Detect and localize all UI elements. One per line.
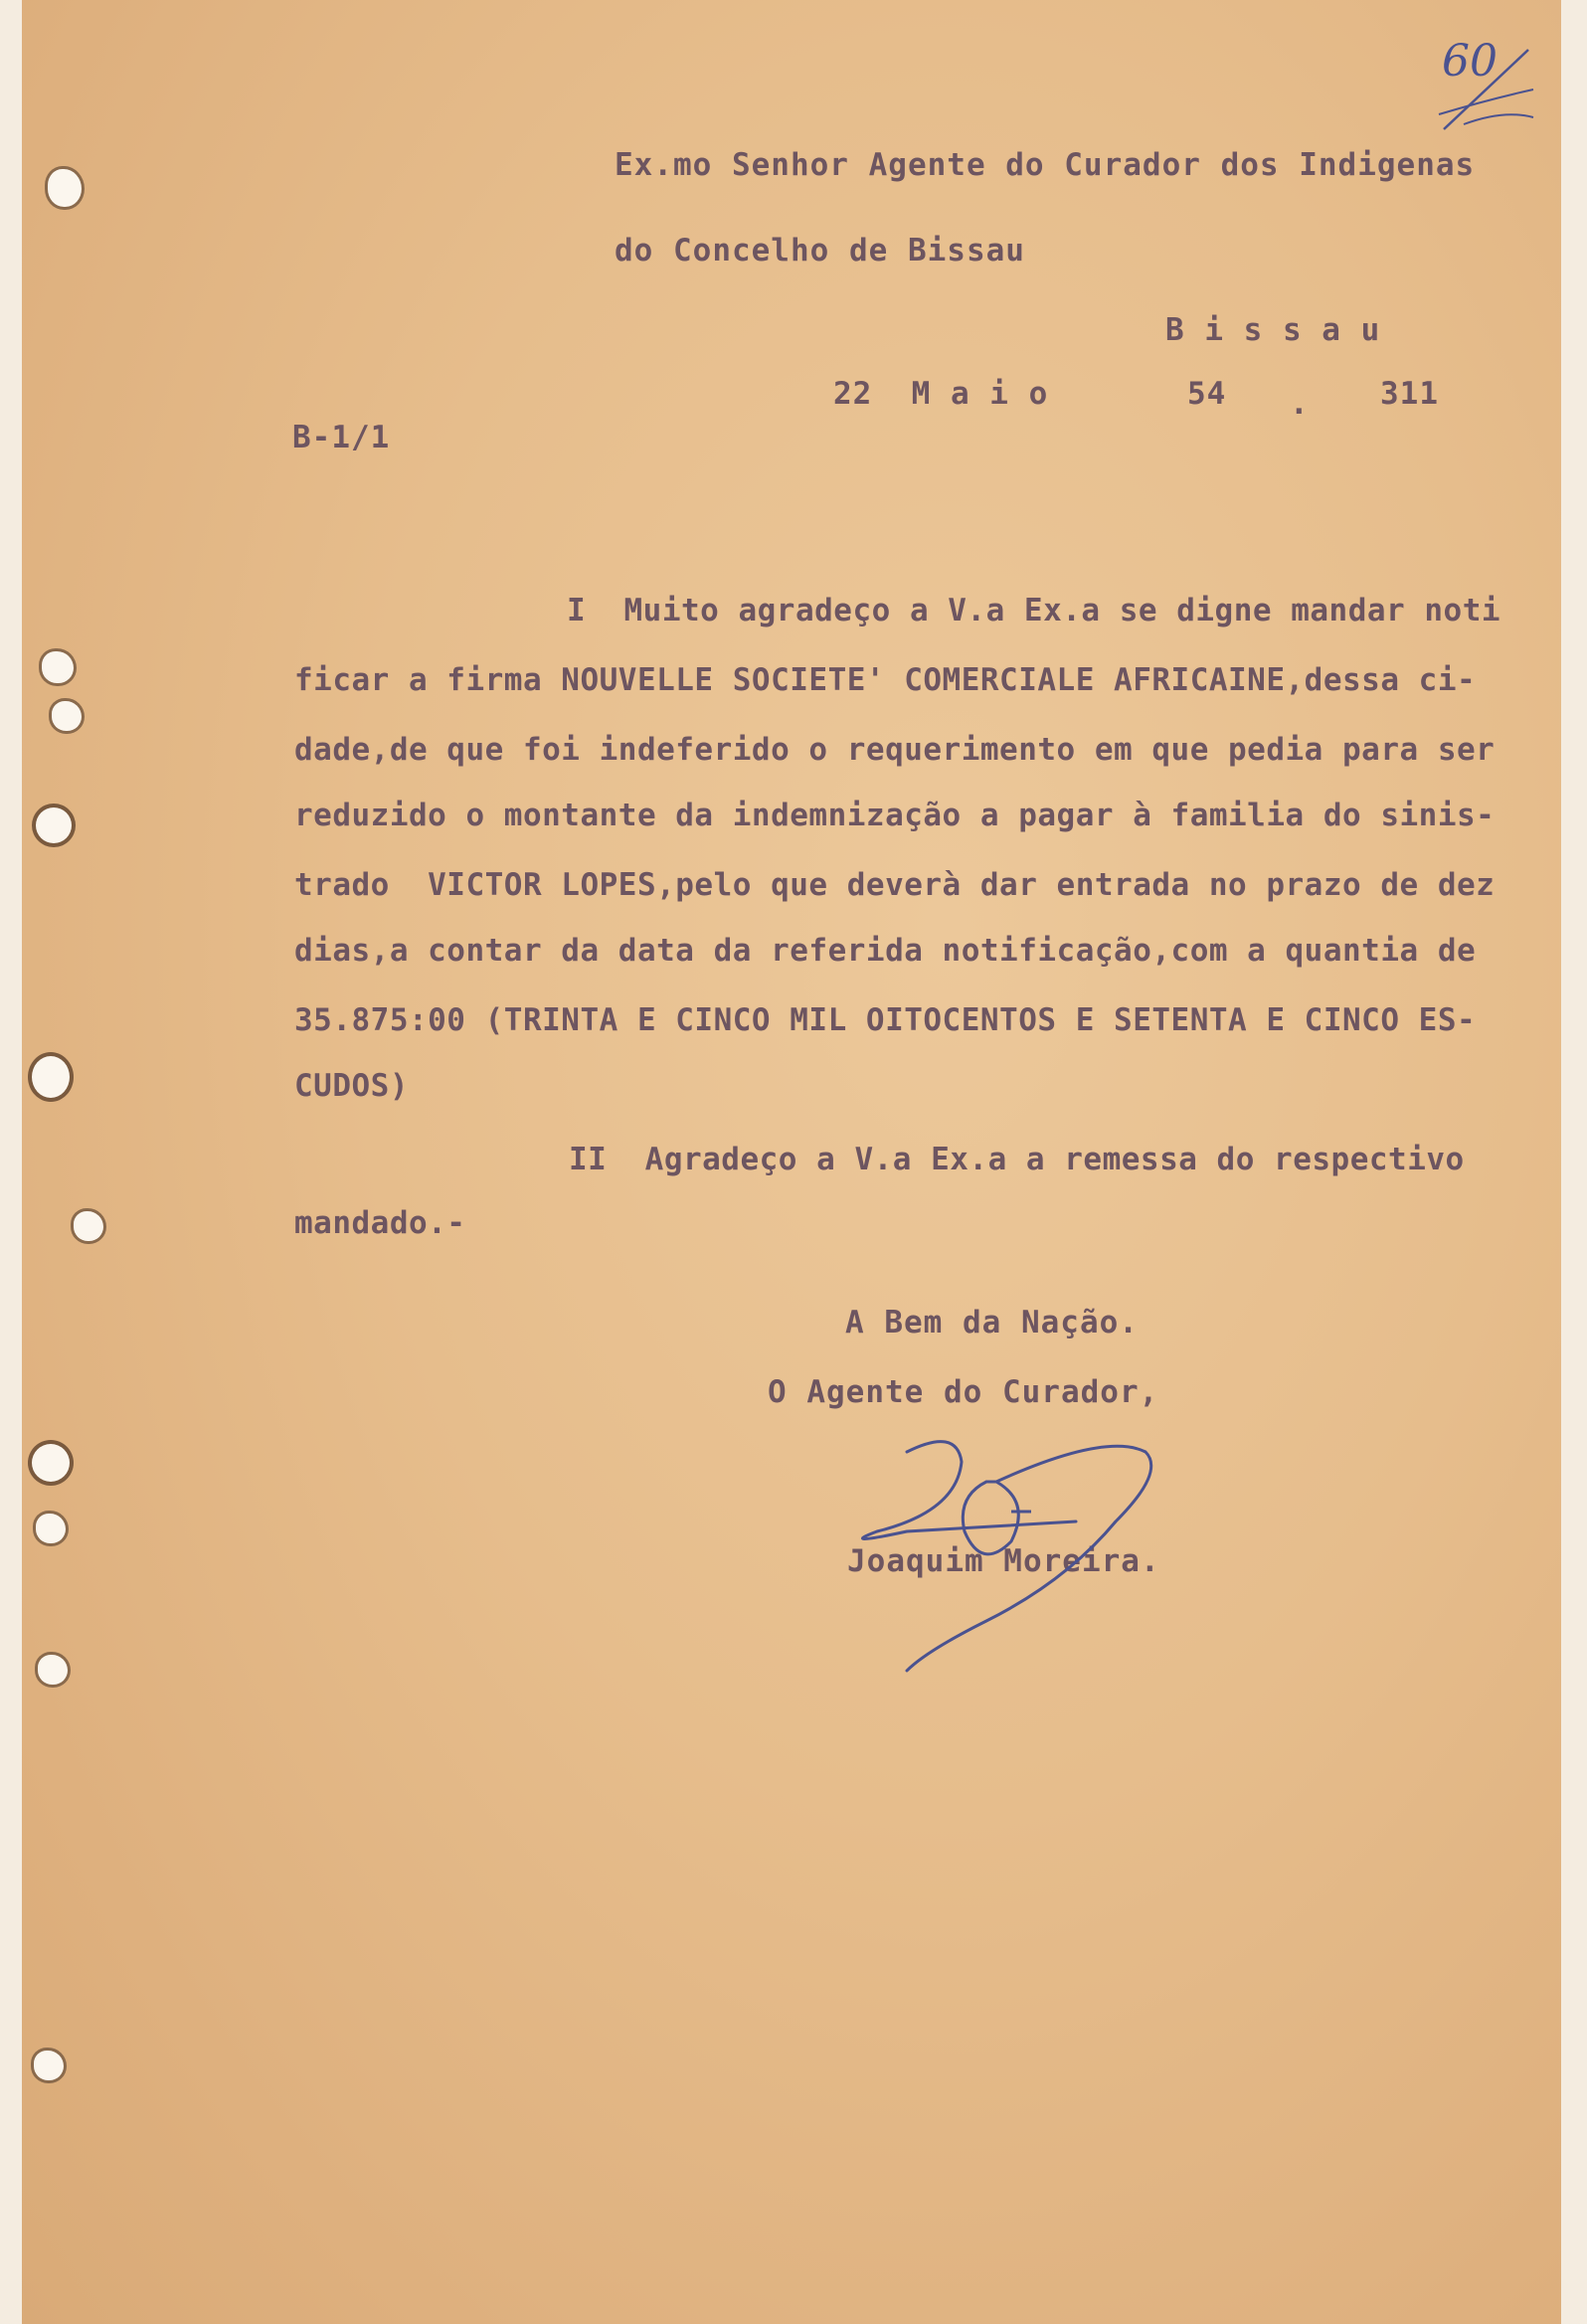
signature-icon [847, 1422, 1205, 1681]
punch-hole [36, 1514, 66, 1543]
signatory-name: Joaquim Moreira. [847, 1543, 1160, 1579]
place-name: B i s s a u [1165, 312, 1381, 348]
body-line: CUDOS) [294, 1068, 409, 1104]
punch-hole [34, 2051, 64, 2080]
punch-hole [38, 1655, 68, 1685]
punch-hole [48, 169, 82, 207]
body-line: reduzido o montante da indemnização a pagar à familia do sinis- [294, 798, 1496, 833]
closing-salutation: A Bem da Nação. [845, 1305, 1139, 1341]
punch-hole [52, 701, 82, 731]
signatory-role: O Agente do Curador, [768, 1374, 1159, 1410]
body-line: II Agradeço a V.a Ex.a a remessa do respectivo [569, 1142, 1465, 1177]
body-line: dade,de que foi indeferido o requerimento em que pedia para ser [294, 732, 1496, 768]
year: 54 [1187, 376, 1227, 412]
separator-dot: . [1290, 386, 1310, 422]
punch-hole [32, 1444, 70, 1482]
body-line: mandado.- [294, 1205, 466, 1241]
body-line: ficar a firma NOUVELLE SOCIETE' COMERCIALE AFRICAINE,dessa ci- [294, 662, 1477, 698]
reference-code: B-1/1 [292, 420, 391, 455]
punch-hole [32, 1056, 70, 1098]
punch-hole [36, 807, 72, 843]
folio-number-text: 60 [1442, 36, 1498, 87]
document-number: 311 [1380, 376, 1439, 412]
body-line: dias,a contar da data da referida notificação,com a quantia de [294, 933, 1477, 969]
document-page [22, 0, 1561, 2324]
body-line: trado VICTOR LOPES,pelo que deverà dar entrada no prazo de dez [294, 867, 1496, 903]
body-line: I Muito agradeço a V.a Ex.a se digne mandar noti [567, 593, 1501, 628]
punch-hole [42, 651, 74, 683]
folio-strike-icon [1434, 30, 1543, 139]
addressee-line-2: do Concelho de Bissau [615, 233, 1025, 268]
folio-number [1434, 30, 1543, 139]
body-line: 35.875:00 (TRINTA E CINCO MIL OITOCENTOS E SETENTA E CINCO ES- [294, 1002, 1477, 1038]
date: 22 M a i o [833, 376, 1049, 412]
punch-hole [74, 1211, 103, 1241]
addressee-line-1: Ex.mo Senhor Agente do Curador dos Indigenas [615, 147, 1476, 183]
